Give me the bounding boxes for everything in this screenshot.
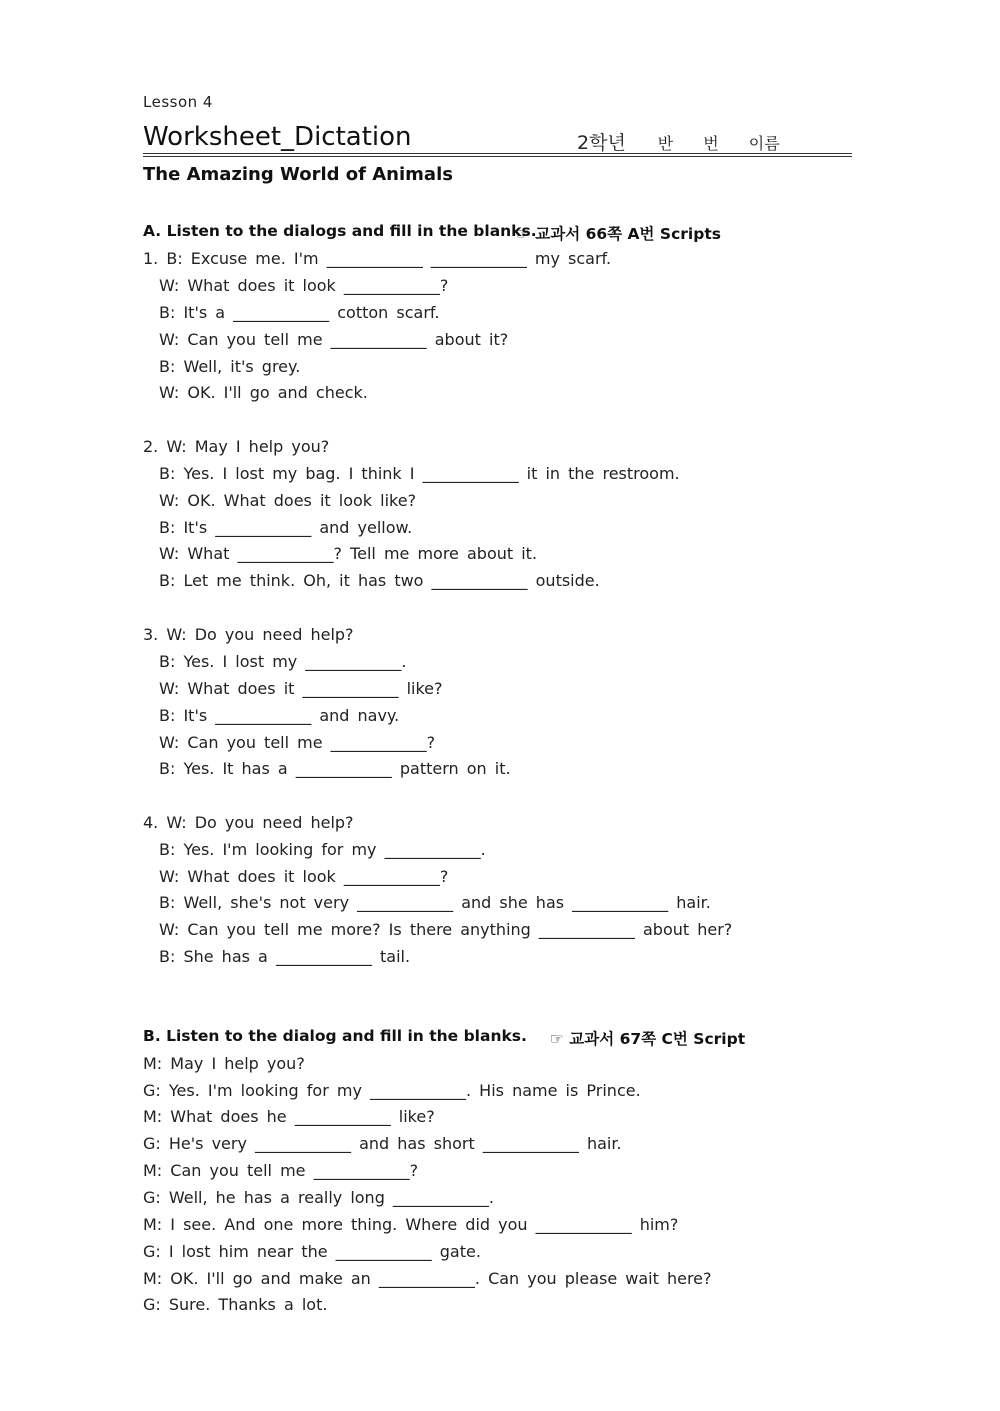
- dialog-line: 2. W: May I help you?: [143, 437, 330, 456]
- dialog-line: G: Yes. I'm looking for my ____________. His name is Prince.: [143, 1081, 641, 1100]
- dialog-line: W: What does it look ____________?: [159, 867, 449, 886]
- section-b-reference: ☞ 교과서 67쪽 C번 Script: [550, 1030, 746, 1048]
- dialog-line: B: It's a ____________ cotton scarf.: [159, 303, 440, 322]
- number-label: 번: [703, 134, 719, 153]
- dialog-line: B: Yes. I'm looking for my ____________.: [159, 840, 486, 859]
- dialog-line: M: I see. And one more thing. Where did you ____________ him?: [143, 1215, 679, 1234]
- worksheet-subtitle: The Amazing World of Animals: [143, 164, 453, 185]
- dialog-line: B: Yes. I lost my bag. I think I ____________ it in the restroom.: [159, 464, 680, 483]
- section-b-instruction: B. Listen to the dialog and fill in the blanks.: [143, 1027, 527, 1045]
- dialog-line: B: Well, she's not very ____________ and she has ____________ hair.: [159, 893, 711, 912]
- dialog-line: G: Well, he has a really long ____________.: [143, 1188, 495, 1207]
- dialog-line: W: What does it look ____________?: [159, 276, 449, 295]
- dialog-line: B: Yes. It has a ____________ pattern on it.: [159, 759, 511, 778]
- section-a-instruction: A. Listen to the dialogs and fill in the blanks.: [143, 222, 537, 240]
- lesson-label: Lesson 4: [143, 93, 213, 111]
- dialog-line: G: I lost him near the ____________ gate.: [143, 1242, 481, 1261]
- dialog-line: B: She has a ____________ tail.: [159, 947, 411, 966]
- dialog-line: W: Can you tell me ____________ about it?: [159, 330, 509, 349]
- title-divider-top: [143, 153, 852, 154]
- dialog-line: M: May I help you?: [143, 1054, 305, 1073]
- dialog-line: M: Can you tell me ____________?: [143, 1161, 419, 1180]
- class-label: 반: [657, 134, 674, 153]
- dialog-line: B: Yes. I lost my ____________.: [159, 652, 407, 671]
- section-a-reference: ☞ 교과서 66쪽 A번 Scripts: [516, 225, 721, 243]
- dialog-line: G: Sure. Thanks a lot.: [143, 1295, 328, 1314]
- worksheet-title: Worksheet_Dictation: [143, 122, 412, 152]
- dialog-line: W: Can you tell me more? Is there anything ____________ about her?: [159, 920, 733, 939]
- grade-label: 2학년: [577, 132, 626, 154]
- title-divider-bottom: [143, 156, 852, 157]
- dialog-line: M: What does he ____________ like?: [143, 1107, 435, 1126]
- student-info: [577, 128, 780, 155]
- dialog-line: W: What ____________? Tell me more about it.: [159, 544, 538, 563]
- section-b-heading: [143, 1027, 746, 1048]
- dialog-line: W: OK. What does it look like?: [159, 491, 417, 510]
- name-label: 이름: [748, 134, 780, 153]
- dialog-line: W: OK. I'll go and check.: [159, 383, 368, 402]
- dialog-line: B: It's ____________ and yellow.: [159, 518, 413, 537]
- dialog-line: B: Let me think. Oh, it has two ____________ outside.: [159, 571, 600, 590]
- dialog-line: 3. W: Do you need help?: [143, 625, 354, 644]
- dialog-line: B: It's ____________ and navy.: [159, 706, 400, 725]
- dialog-line: 1. B: Excuse me. I'm ____________ ____________ my scarf.: [143, 249, 612, 268]
- dialog-line: W: What does it ____________ like?: [159, 679, 443, 698]
- section-a-heading: [143, 222, 721, 243]
- title-row: [143, 122, 852, 154]
- dialog-line: B: Well, it's grey.: [159, 357, 301, 376]
- dialog-line: M: OK. I'll go and make an ____________. Can you please wait here?: [143, 1269, 712, 1288]
- dialog-line: 4. W: Do you need help?: [143, 813, 354, 832]
- dialog-line: G: He's very ____________ and has short ____________ hair.: [143, 1134, 622, 1153]
- dialog-line: W: Can you tell me ____________?: [159, 733, 436, 752]
